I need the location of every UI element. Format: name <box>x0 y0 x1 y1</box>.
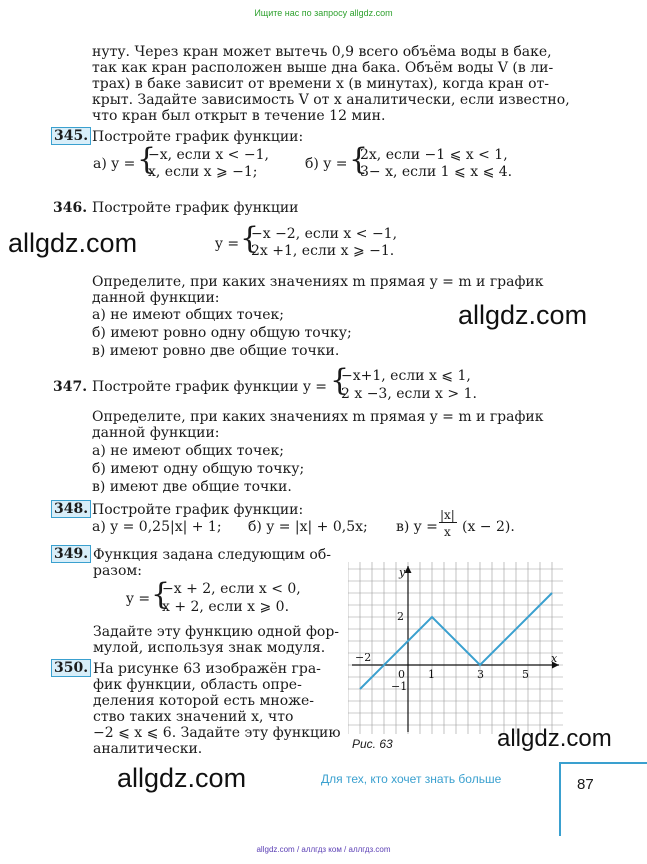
problem-349-line1: Функция задана следующим об- <box>93 547 331 563</box>
brace-icon: { <box>330 363 350 398</box>
problem-346-q1: Определите, при каких значениях m прямая y = m и график <box>92 274 544 290</box>
intro-line-3: трах) в баке зависит от времени x (в минутах), когда кран от- <box>92 76 550 92</box>
problem-345-a-label: а) y = <box>93 156 136 172</box>
problem-350-line2: фик функции, область опре- <box>93 677 302 693</box>
problem-348-text: Постройте график функции: <box>92 502 304 518</box>
problem-345-b-line1: 2x, если −1 ⩽ x < 1, <box>360 147 508 163</box>
y-axis-arrow-icon <box>405 566 412 573</box>
problem-346-f-line1: −x −2, если x < −1, <box>251 226 398 242</box>
problem-346-text: Постройте график функции <box>92 200 299 216</box>
footer-note: Для тех, кто хочет знать больше <box>321 772 502 786</box>
problem-348-c-prefix: в) y = <box>396 519 438 535</box>
tick-label-zero: 0 <box>398 668 405 681</box>
problem-349-f-label: y = <box>126 591 151 607</box>
tick-label-five: 5 <box>522 668 529 681</box>
x-axis-label: x <box>551 652 558 665</box>
watermark-text: allgdz.com <box>497 725 612 752</box>
problem-345-a-line2: x, если x ⩾ −1; <box>148 164 258 180</box>
figure-caption: Рис. 63 <box>352 737 393 751</box>
problem-345-b-label: б) y = <box>305 156 348 172</box>
problem-349-t1: Задайте эту функцию одной фор- <box>93 624 340 640</box>
tick-label-two: 2 <box>397 610 404 623</box>
brace-icon: { <box>349 142 369 177</box>
problem-347-c: в) имеют две общие точки. <box>92 479 292 495</box>
problem-350-line5: −2 ⩽ x ⩽ 6. Задайте эту функцию <box>93 725 341 741</box>
problem-347-a: а) не имеют общих точек; <box>92 443 284 459</box>
brace-icon: { <box>137 142 157 177</box>
problem-347-b: б) имеют одну общую точку; <box>92 461 305 477</box>
top-search-note: Ищите нас по запросу allgdz.com <box>254 8 393 18</box>
problem-347-f-line2: 2 x −3, если x > 1. <box>341 386 477 402</box>
problem-350-number: 350. <box>51 659 91 677</box>
problem-350-line6: аналитически. <box>93 741 203 757</box>
tick-label-one: 1 <box>428 668 435 681</box>
problem-346-f-line2: 2x +1, если x ⩾ −1. <box>251 243 395 259</box>
footer-divider-horizontal <box>559 762 647 764</box>
problem-345-b-line2: 3− x, если 1 ⩽ x ⩽ 4. <box>360 164 513 180</box>
page-number: 87 <box>577 776 594 793</box>
problem-346-f-label: y = <box>215 236 240 252</box>
problem-350-line4: ство таких значений x, что <box>93 709 294 725</box>
intro-line-1: нуту. Через кран может вытечь 0,9 всего объёма воды в баке, <box>92 44 552 60</box>
problem-346-a: а) не имеют общих точек; <box>92 307 284 323</box>
problem-348-a: а) y = 0,25|x| + 1; <box>92 519 222 535</box>
problem-345-text: Постройте график функции: <box>92 129 304 145</box>
watermark-text: allgdz.com <box>458 300 588 330</box>
bottom-links: allgdz.com / аллгдз ком / аллгдз.com <box>256 845 391 854</box>
problem-346-c: в) имеют ровно две общие точки. <box>92 343 340 359</box>
problem-350-line3: деления которой есть множе- <box>93 693 315 709</box>
problem-345-a-line1: −x, если x < −1, <box>148 147 269 163</box>
problem-345-number: 345. <box>51 127 91 145</box>
tick-label-minus2: −2 <box>355 651 372 664</box>
intro-line-4: крыт. Задайте зависимость V от x аналитически, если известно, <box>92 92 570 108</box>
problem-349-number: 349. <box>51 545 91 563</box>
fraction-bar <box>439 522 457 523</box>
intro-line-2: так как кран расположен выше дна бака. Объём воды V (в ли- <box>92 60 554 76</box>
problem-347-text: Постройте график функции y = <box>92 379 328 395</box>
problem-347-f-line1: −x+1, если x ⩽ 1, <box>341 368 471 384</box>
problem-346-number: 346. <box>53 200 88 216</box>
problem-347-q2: данной функции: <box>92 425 220 441</box>
footer-divider-vertical <box>559 762 561 836</box>
problem-347-number: 347. <box>53 379 88 395</box>
problem-350-line1: На рисунке 63 изображён гра- <box>93 661 321 677</box>
tick-label-minus1: −1 <box>391 680 408 693</box>
problem-348-c-suffix: (x − 2). <box>462 519 515 535</box>
problem-348-c-numerator: |x| <box>440 508 455 522</box>
figure-63-graph <box>348 562 563 734</box>
brace-icon: { <box>240 221 260 256</box>
watermark-text: allgdz.com <box>117 763 247 793</box>
problem-346-q2: данной функции: <box>92 290 220 306</box>
problem-349-f-line1: −x + 2, если x < 0, <box>162 581 301 597</box>
problem-346-b: б) имеют ровно одну общую точку; <box>92 325 352 341</box>
problem-348-number: 348. <box>51 500 91 518</box>
watermark-text: allgdz.com <box>8 228 138 258</box>
y-axis-label: y <box>399 566 406 579</box>
problem-348-b: б) y = |x| + 0,5x; <box>248 519 368 535</box>
grid-lines <box>348 562 563 734</box>
problem-349-line2: разом: <box>93 563 142 579</box>
problem-348-c-denominator: x <box>444 525 451 539</box>
problem-349-t2: мулой, используя знак модуля. <box>93 640 326 656</box>
problem-347-q1: Определите, при каких значениях m прямая y = m и график <box>92 409 544 425</box>
brace-icon: { <box>151 577 171 612</box>
tick-label-three: 3 <box>477 668 484 681</box>
intro-line-5: что кран был открыт в течение 12 мин. <box>92 108 386 124</box>
problem-349-f-line2: x + 2, если x ⩾ 0. <box>162 599 290 615</box>
